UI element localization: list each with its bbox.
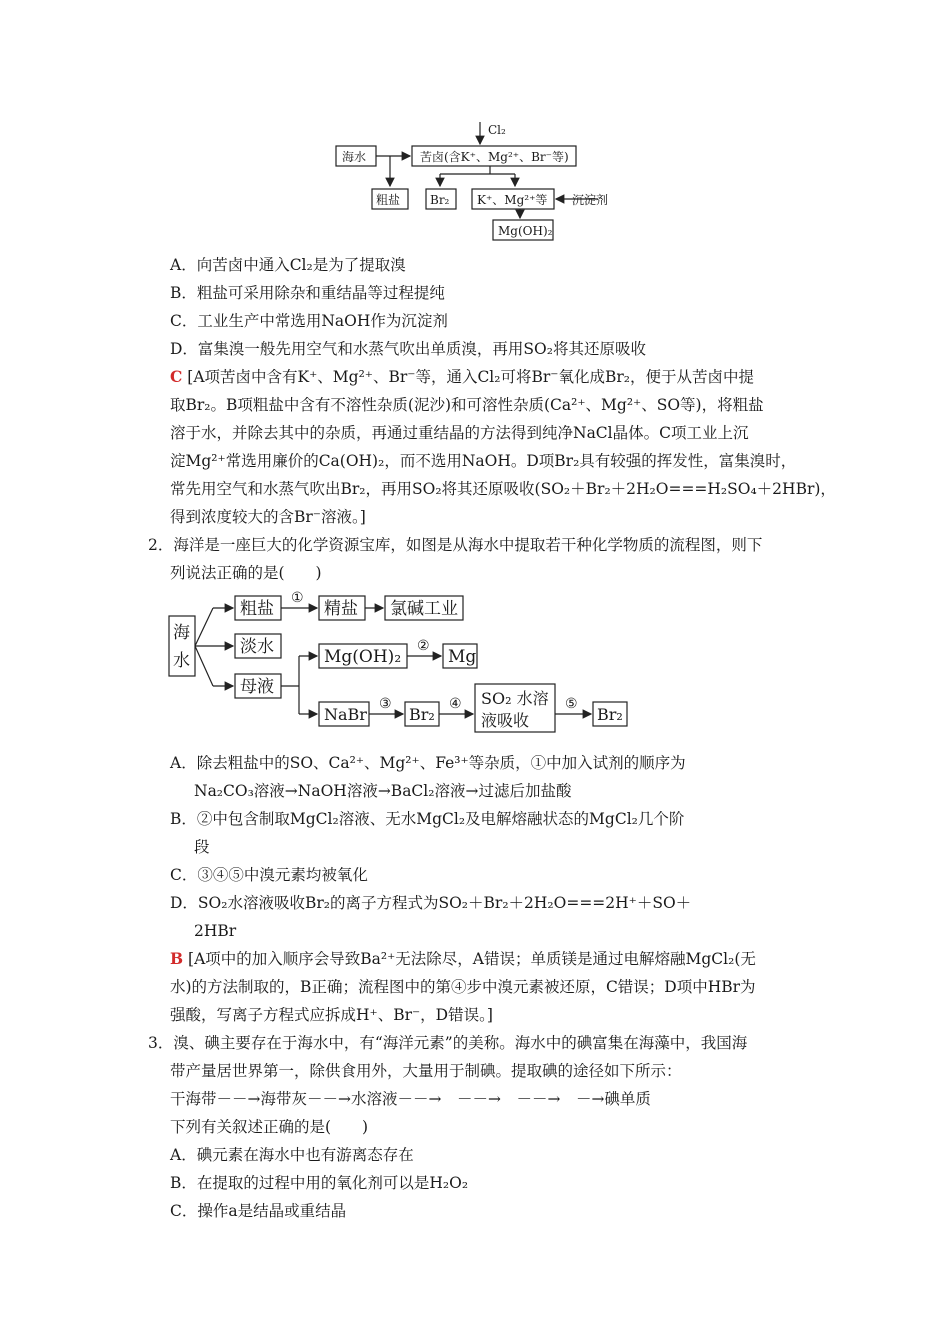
q1-option-b: B．粗盐可采用除杂和重结晶等过程提纯 (170, 284, 445, 302)
br2-box: Br₂ (597, 705, 623, 724)
seawater-box: 海水 (342, 150, 367, 164)
q2-option-a: A．除去粗盐中的SO、Ca²⁺、Mg²⁺、Fe³⁺等杂质，①中加入试剂的顺序为 (170, 754, 686, 772)
q2-option-d: 2HBr (194, 922, 237, 940)
so2-absorb-box: SO₂ 水溶 (481, 689, 549, 708)
q3-stem: 3．溴、碘主要存在于海水中，有“海洋元素”的美称。海水中的碘富集在海藻中，我国海 (148, 1034, 748, 1052)
seawater-flow-diagram (165, 588, 645, 736)
q2-explanation-line: B [A项中的加入顺序会导致Ba²⁺无法除尽，A错误；单质镁是通过电解熔融MgCl₂(无 (170, 949, 756, 968)
q2-option-a: Na₂CO₃溶液→NaOH溶液→BaCl₂溶液→过滤后加盐酸 (194, 782, 572, 800)
q2-explanation-line: 水)的方法制取的，B正确；流程图中的第④步中溴元素被还原，C错误；D项中HBr为 (170, 978, 756, 996)
crude-salt-box: 粗盐 (240, 599, 274, 619)
q3-option-c: C．操作a是结晶或重结晶 (170, 1202, 347, 1220)
q1-explanation-line: 淀Mg²⁺常选用廉价的Ca(OH)₂，而不选用NaOH。D项Br₂具有较强的挥发性，富集溴时， (170, 452, 797, 470)
q1-explanation-line: C [A项苦卤中含有K⁺、Mg²⁺、Br⁻等，通入Cl₂可将Br⁻氧化成Br₂，便于从苦卤中提 (170, 367, 754, 386)
so2-absorb-box: 液吸收 (481, 711, 530, 730)
q1-option-a: A．向苦卤中通入Cl₂是为了提取溴 (170, 256, 406, 274)
seawater-box: 海 (173, 623, 190, 643)
step-4-label: ④ (449, 696, 462, 712)
mgoh2-box: Mg(OH)₂ (498, 224, 553, 238)
q2-answer: B (170, 949, 184, 968)
q2-option-b: 段 (194, 838, 210, 856)
mother-liquor-box: 母液 (240, 677, 274, 697)
step-5-label: ⑤ (565, 696, 578, 712)
q2-stem: 列说法正确的是( ) (170, 564, 322, 582)
q3-option-b: B．在提取的过程中用的氧化剂可以是H₂O₂ (170, 1174, 469, 1192)
q2-option-b: B．②中包含制取MgCl₂溶液、无水MgCl₂及电解熔融状态的MgCl₂几个阶 (170, 810, 685, 828)
bittern-flow-diagram (330, 118, 630, 244)
fresh-water-box: 淡水 (240, 637, 274, 657)
crude-salt-box: 粗盐 (376, 193, 401, 207)
q1-explanation-line: 取Br₂。B项粗盐中含有不溶性杂质(泥沙)和可溶性杂质(Ca²⁺、Mg²⁺、SO等)，将粗盐 (170, 396, 764, 414)
q3-stem: 带产量居世界第一，除供食用外，大量用于制碘。提取碘的途径如下所示： (170, 1062, 682, 1080)
q1-explanation-line: 得到浓度较大的含Br⁻溶液。] (170, 508, 366, 526)
q3-path: 干海带－－→海带灰－－→水溶液－－→ －－→ －－→ －→碘单质 (170, 1090, 651, 1108)
q1-explanation-line: 溶于水，并除去其中的杂质，再通过重结晶的方法得到纯净NaCl晶体。C项工业上沉 (170, 424, 749, 442)
step-2-label: ② (417, 638, 430, 654)
q1-option-d: D．富集溴一般先用空气和水蒸气吹出单质溴，再用SO₂将其还原吸收 (170, 340, 646, 358)
mg-box: Mg (448, 647, 477, 667)
br2-box: Br₂ (430, 193, 450, 207)
q2-option-d: D．SO₂水溶液吸收Br₂的离子方程式为SO₂＋Br₂＋2H₂O===2H⁺＋SO＋ (170, 894, 692, 912)
chlor-alkali-box: 氯碱工业 (390, 599, 458, 619)
seawater-box: 水 (173, 651, 190, 671)
k-mg-box: K⁺、Mg²⁺等 (477, 193, 548, 207)
cl2-label: Cl₂ (488, 123, 506, 137)
q1-explanation-line: 常先用空气和水蒸气吹出Br₂，再用SO₂将其还原吸收(SO₂＋Br₂＋2H₂O===H₂SO₄＋2HBr)， (170, 480, 836, 498)
mgoh2-box: Mg(OH)₂ (324, 647, 402, 667)
br2-box: Br₂ (409, 705, 435, 724)
q3-stem: 下列有关叙述正确的是( ) (170, 1118, 369, 1136)
q1-option-c: C．工业生产中常选用NaOH作为沉淀剂 (170, 312, 448, 330)
step-1-label: ① (291, 590, 304, 606)
nabr-box: NaBr (324, 705, 367, 724)
q2-stem: 2．海洋是一座巨大的化学资源宝库，如图是从海水中提取若干种化学物质的流程图，则下 (148, 536, 763, 554)
precipitant-label: 沉淀剂 (572, 193, 609, 207)
q2-explanation-line: 强酸，写离子方程式应拆成H⁺、Br⁻，D错误。] (170, 1006, 493, 1024)
bittern-box: 苦卤(含K⁺、Mg²⁺、Br⁻等) (420, 150, 569, 164)
step-3-label: ③ (379, 696, 392, 712)
q3-option-a: A．碘元素在海水中也有游离态存在 (170, 1146, 414, 1164)
q1-answer: C (170, 367, 183, 386)
refined-salt-box: 精盐 (324, 599, 358, 619)
q2-option-c: C．③④⑤中溴元素均被氧化 (170, 866, 368, 884)
